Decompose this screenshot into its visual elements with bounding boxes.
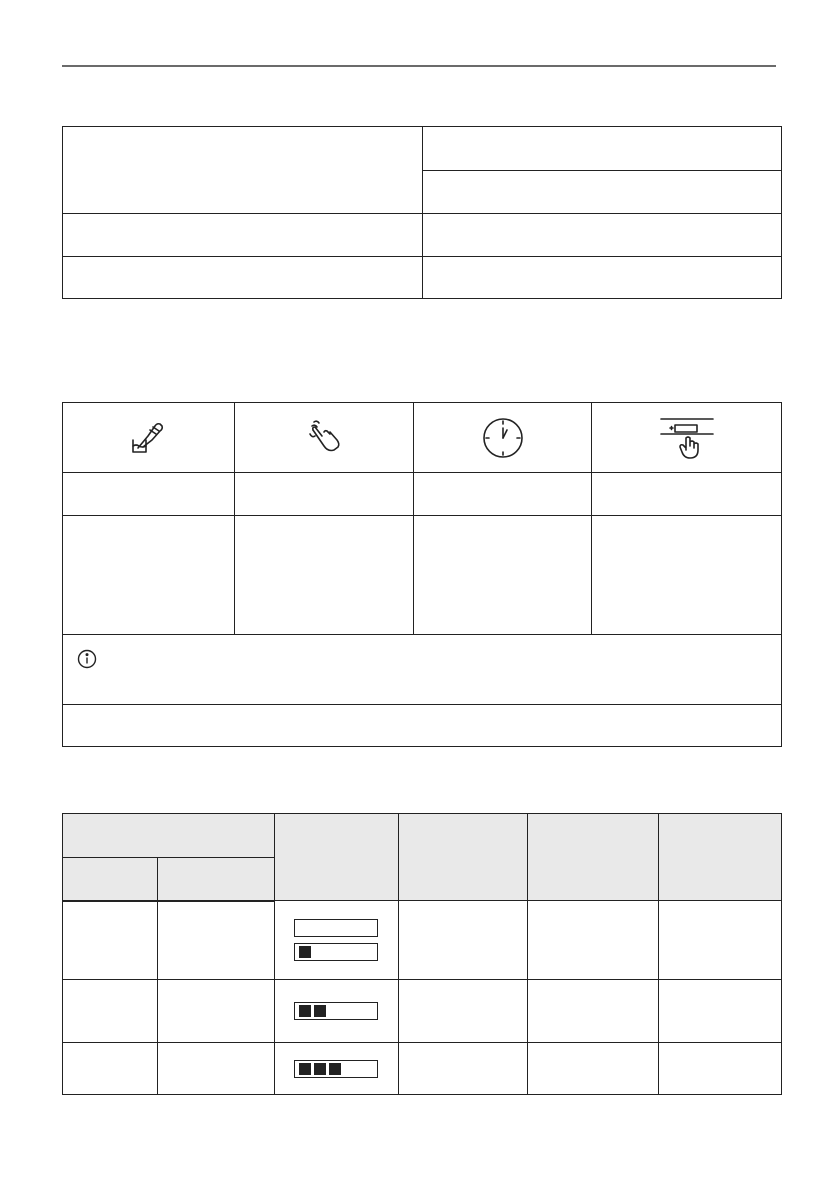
table-cell: [63, 214, 423, 257]
info-icon: [77, 649, 97, 669]
table-cell: [423, 214, 782, 257]
level-indicator-3: [294, 1060, 378, 1078]
level-block: [329, 1063, 341, 1075]
table-cell: [423, 127, 782, 171]
hand-dipping-icon: [63, 418, 234, 458]
note-row: [63, 635, 782, 705]
level-block: [299, 1063, 311, 1075]
table-row: [63, 257, 782, 299]
table-row: [63, 127, 782, 171]
info-table-1: [62, 126, 782, 299]
function-icons-table: [62, 402, 782, 747]
level-indicator-2: [294, 1002, 378, 1020]
hand-touch-gesture-icon: [235, 418, 414, 458]
level-indicator-table: [62, 813, 782, 1095]
table-row: [63, 980, 782, 1043]
level-block: [314, 1005, 326, 1017]
table-row: [63, 473, 782, 516]
icon-row: [63, 403, 782, 473]
level-block: [299, 1005, 311, 1017]
clock-icon: [414, 416, 591, 460]
header-row: [63, 814, 782, 858]
table-row: [63, 1043, 782, 1095]
level-block: [299, 946, 311, 958]
level-block: [314, 1063, 326, 1075]
table-cell: [63, 257, 423, 299]
header-rule: [62, 65, 776, 67]
hand-pressing-button-icon: [592, 416, 781, 460]
level-indicator-0: [294, 919, 378, 937]
table-row: [63, 214, 782, 257]
table-cell: [63, 127, 423, 214]
table-row: [63, 516, 782, 635]
table-cell: [423, 171, 782, 214]
table-cell: [423, 257, 782, 299]
table-row: [63, 901, 782, 980]
level-indicator-1: [294, 943, 378, 961]
table-row: [63, 705, 782, 747]
